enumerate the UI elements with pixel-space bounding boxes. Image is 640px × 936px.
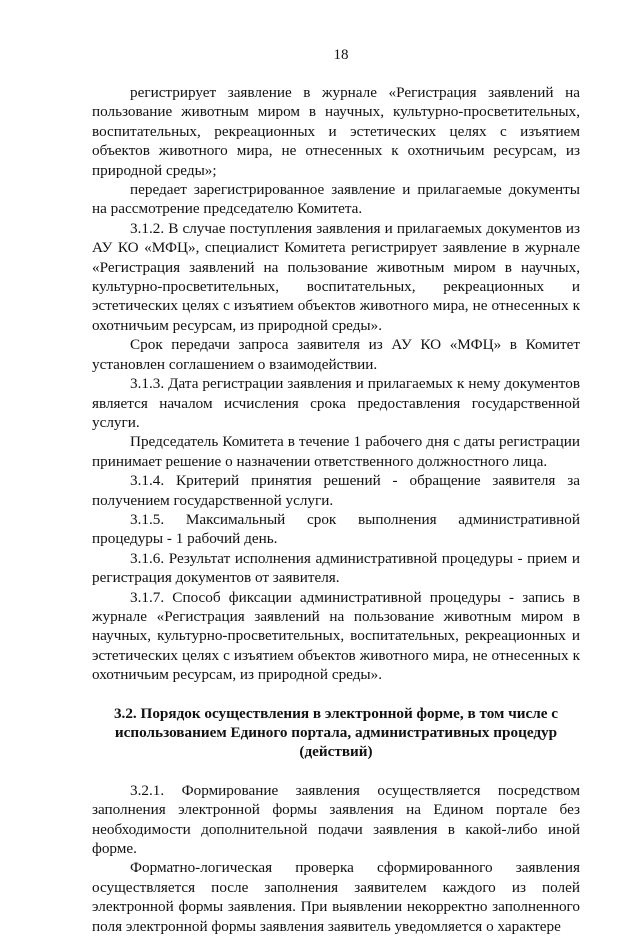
document-body [92, 83, 580, 936]
paragraph: регистрирует заявление в журнале «Регистрация заявлений на пользование животным миром в научных, культурно-просветительных, воспитательных, рекреационных и эстетических целях с изъятием объектов животного мира, не отнесенных к охотничьим ресурсам, из природной среды»; [92, 84, 580, 179]
section-heading: 3.2. Порядок осуществления в электронной форме, в том числе с использованием Единого портала, административных процедур (действий) [113, 704, 559, 761]
paragraph: 3.1.3. Дата регистрации заявления и прилагаемых к нему документов является началом исчисления срока предоставления государственной услуги. [92, 375, 580, 431]
paragraph: 3.1.4. Критерий принятия решений - обращение заявителя за получением государственной услуги. [92, 472, 580, 509]
paragraph: 3.1.5. Максимальный срок выполнения административной процедуры - 1 рабочий день. [92, 510, 580, 548]
paragraph: Форматно-логическая проверка сформированного заявления осуществляется после заполнения заявителем каждого из полей электронной формы заявления. При выявлении некорректно заполненного поля электронной формы заявления заявитель уведомляется о характере [92, 859, 580, 935]
paragraph: 3.1.2. В случае поступления заявления и прилагаемых документов из АУ КО «МФЦ», специалист Комитета регистрирует заявление в журнале «Регистрация заявлений на пользование животным миром в научных, культурно-просветительных, воспитательных, рекреационных и эстетических целях с изъятием объектов животного мира, не отнесенных к охотничьим ресурсам, из природной среды». [92, 219, 580, 334]
paragraph: 3.1.6. Результат исполнения административной процедуры - прием и регистрация документов от заявителя. [92, 549, 580, 587]
paragraph: Срок передачи запроса заявителя из АУ КО «МФЦ» в Комитет установлен соглашением о взаимодействии. [92, 336, 580, 373]
paragraph: 3.2.1. Формирование заявления осуществляется посредством заполнения электронной формы заявления на Едином портале без необходимости дополнительной подачи заявления в какой-либо иной форме. [92, 781, 580, 858]
paragraph: передает зарегистрированное заявление и прилагаемые документы на рассмотрение председателю Комитета. [92, 181, 580, 218]
paragraph: Председатель Комитета в течение 1 рабочего дня с даты регистрации принимает решение о назначении ответственного должностного лица. [92, 433, 580, 470]
paragraph: 3.1.7. Способ фиксации административной процедуры - запись в журнале «Регистрация заявлений на пользование животным миром в научных, культурно-просветительных, воспитательных, рекреационных и эстетических целях с изъятием объектов животного мира, не отнесенных к охотничьим ресурсам, из природной среды». [92, 588, 580, 684]
page-number: 18 [333, 47, 349, 63]
